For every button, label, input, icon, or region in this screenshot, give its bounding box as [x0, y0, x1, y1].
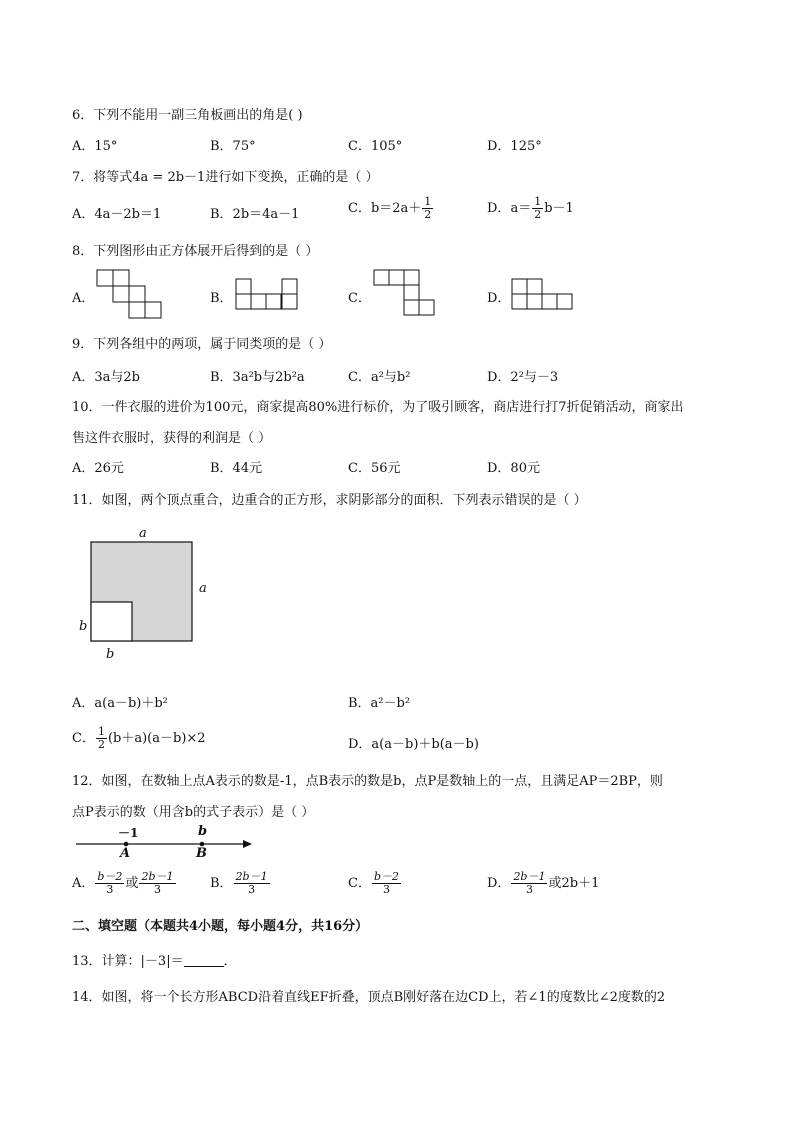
q7-option-d [487, 196, 574, 221]
denominator: 3 [525, 883, 533, 896]
q13-expression: |－3| [140, 954, 171, 969]
q12-number-line [76, 828, 252, 860]
q6-option-d: D．125° [487, 139, 542, 154]
arrow-icon [243, 840, 252, 848]
q11-label-right: a [199, 581, 207, 596]
q7-option-b: B．2b＝4a－1 [210, 207, 300, 222]
numerator: 1 [424, 195, 432, 208]
q10-option-d: D．80元 [487, 461, 540, 476]
denominator: 2 [424, 208, 432, 221]
denominator: 3 [248, 883, 256, 896]
cube-net-c [374, 270, 436, 318]
question-9-stem: 9．下列各组中的两项，属于同类项的是（ ） [72, 337, 332, 352]
q11-option-c-expr: (b＋a)(a－b)×2 [107, 731, 206, 746]
denominator: 2 [534, 208, 542, 221]
question-6-stem: 6．下列不能用一副三角板画出的角是( ) [72, 108, 303, 123]
fraction [96, 726, 107, 751]
q11-label-bottom: b [106, 647, 115, 662]
denominator: 3 [106, 883, 114, 896]
q12-option-d [487, 871, 599, 896]
q12-point-a-value: －1 [118, 826, 139, 840]
q7-option-c-label: C． [348, 201, 371, 216]
fraction [422, 196, 433, 221]
q11-squares-figure [91, 542, 193, 642]
numerator: 1 [97, 725, 105, 738]
question-13 [72, 950, 237, 969]
question-12-stem-line1: 12．如图，在数轴上点A表示的数是-1，点B表示的数是b，点P是数轴上的一点，且满足AP＝2BP，则 [72, 774, 663, 789]
fraction [139, 871, 175, 896]
q6-option-c: C．105° [348, 139, 403, 154]
q13-period: ． [223, 954, 237, 969]
question-12-stem-line2: 点P表示的数（用含b的式子表示）是（ ） [72, 805, 315, 820]
q10-option-c: C．56元 [348, 461, 401, 476]
q12-option-b [210, 871, 271, 896]
q9-option-d: D．2²与－3 [487, 370, 559, 385]
cube-net-b [236, 279, 298, 311]
q6-option-b: B．75° [210, 139, 256, 154]
q12-option-a-label: A． [72, 876, 95, 891]
q6-option-a: A．15° [72, 139, 118, 154]
numerator: b－2 [373, 870, 399, 883]
q12-option-d-tail: 或2b＋1 [548, 876, 600, 891]
q12-option-c [348, 871, 402, 896]
q13-prefix: 13．计算： [72, 954, 141, 969]
answer-blank [184, 954, 224, 967]
q7-option-a: A．4a－2b＝1 [72, 207, 162, 222]
question-10-stem-line1: 10．一件衣服的进价为100元，商家提高80%进行标价，为了吸引顾客，商店进行打7折促销活动，商家出 [72, 400, 684, 415]
fraction [372, 871, 401, 896]
q11-option-c [72, 726, 206, 751]
numerator: b－2 [97, 870, 123, 883]
q12-option-d-label: D． [487, 876, 511, 891]
q9-option-c: C．a²与b² [348, 370, 411, 385]
section-2-heading: 二、填空题（本题共4小题，每小题4分，共16分） [72, 919, 369, 934]
q10-option-b: B．44元 [210, 461, 263, 476]
q12-point-a-label: A [120, 846, 131, 861]
q7-option-d-expr: a＝ [510, 201, 532, 216]
q11-option-b: B．a²－b² [348, 696, 411, 711]
q8-option-b: B． [210, 291, 233, 306]
numerator: 2b－1 [513, 870, 546, 883]
q7-option-c-expr: b＝2a＋ [370, 201, 422, 216]
fraction [532, 196, 543, 221]
question-14-stem: 14．如图，将一个长方形ABCD沿着直线EF折叠，顶点B刚好落在边CD上，若∠1的度数比∠2度数的2 [72, 990, 666, 1005]
q12-option-a [72, 871, 177, 896]
fraction [95, 871, 124, 896]
q9-option-b: B．3a²b与2b²a [210, 370, 305, 385]
q8-option-c: C． [348, 291, 371, 306]
q10-option-a: A．26元 [72, 461, 124, 476]
question-7-stem: 7．将等式4a = 2b－1进行如下变换，正确的是（ ） [72, 170, 379, 185]
q8-option-a: A． [72, 291, 95, 306]
cube-net-d [512, 279, 574, 311]
q7-option-d-label: D． [487, 201, 511, 216]
numerator: 2b－1 [235, 870, 268, 883]
q7-option-d-tail: b－1 [544, 201, 574, 216]
q7-option-c [348, 196, 434, 221]
q11-option-d: D．a(a－b)＋b(a－b) [348, 737, 479, 752]
question-11-stem: 11．如图，两个顶点重合，边重合的正方形，求阴影部分的面积．下列表示错误的是（ ） [72, 493, 587, 508]
question-10-stem-line2: 售这件衣服时，获得的利润是（ ） [72, 431, 272, 446]
q9-option-a: A．3a与2b [72, 370, 141, 385]
numerator: 1 [534, 195, 542, 208]
q12-option-c-label: C． [348, 876, 371, 891]
q12-point-b-value: b [198, 824, 208, 839]
denominator: 2 [97, 738, 105, 751]
q11-option-c-label: C． [72, 731, 95, 746]
fraction [511, 871, 547, 896]
denominator: 3 [382, 883, 390, 896]
cube-net-a [97, 270, 161, 318]
q11-label-left: b [79, 619, 88, 634]
numerator: 2b－1 [141, 870, 174, 883]
denominator: 3 [153, 883, 161, 896]
q11-option-a: A．a(a－b)＋b² [72, 696, 168, 711]
or-text: 或 [125, 876, 139, 891]
question-8-stem: 8．下列图形由正方体展开后得到的是（ ） [72, 244, 319, 259]
q13-equals: ＝ [170, 954, 184, 969]
q12-option-b-label: B． [210, 876, 233, 891]
fraction [234, 871, 270, 896]
q12-point-b-label: B [196, 846, 207, 861]
q11-label-top: a [139, 526, 147, 541]
q8-option-d: D． [487, 291, 511, 306]
